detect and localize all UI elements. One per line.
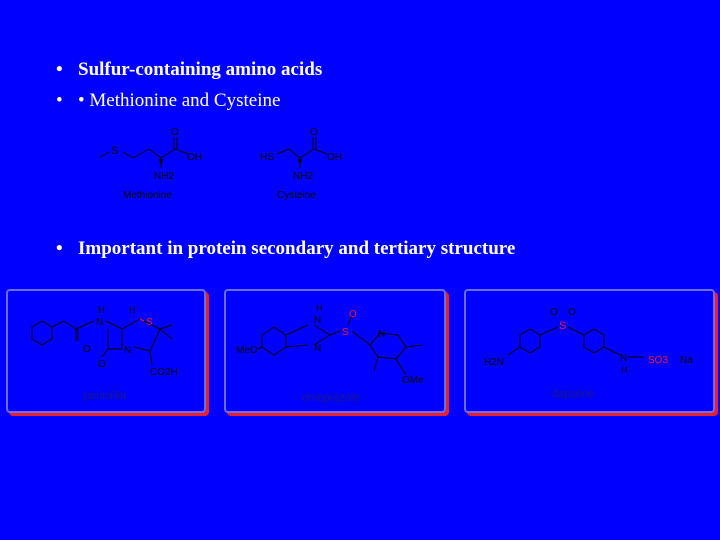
penicillin-o2: O <box>98 359 106 370</box>
methionine-nh2-group: NH2 <box>154 171 175 182</box>
dapsone-h: H <box>621 365 628 375</box>
omeprazole-s-atom: S <box>342 327 349 338</box>
dapsone-label: dapsone <box>552 388 595 400</box>
methionine-label: Methionine <box>123 190 172 201</box>
omeprazole-n1: N <box>314 315 322 326</box>
penicillin-s-atom: S <box>146 317 153 328</box>
bullet-marker: • <box>56 238 63 259</box>
cysteine-oh-group: OH <box>327 152 342 163</box>
bullet-text: Sulfur-containing amino acids <box>78 59 323 80</box>
omeprazole-ome: OMe <box>402 375 424 386</box>
dapsone-s-atom: S <box>559 320 567 332</box>
penicillin-n1: N <box>96 317 104 328</box>
bullet-marker: • <box>56 90 63 111</box>
omeprazole-structure <box>230 297 442 407</box>
penicillin-o1: O <box>83 344 91 355</box>
bullet-marker: • <box>56 59 63 80</box>
penicillin-co2h: CO2H <box>150 367 178 378</box>
dapsone-structure <box>470 297 710 407</box>
dapsone-o2: O <box>568 307 576 318</box>
dapsone-so3: SO3 <box>648 355 669 366</box>
penicillin-structure <box>12 297 202 407</box>
methionine-structure <box>95 122 215 204</box>
cysteine-label: Cysteine <box>277 190 316 201</box>
dapsone-na: Na <box>680 355 693 366</box>
cysteine-structure <box>255 122 365 204</box>
omeprazole-h: H <box>316 303 323 313</box>
cysteine-hs-group: HS <box>260 152 274 163</box>
methionine-oh-group: OH <box>187 152 202 163</box>
bullet-text: • Methionine and Cysteine <box>78 90 281 111</box>
cysteine-o-atom: O <box>310 127 318 138</box>
bullet-methionine-cysteine <box>56 90 280 112</box>
omeprazole-n2: N <box>378 329 386 340</box>
methionine-s-atom: S <box>111 145 119 157</box>
omeprazole-label: omeprazole <box>302 392 360 404</box>
penicillin-n2: N <box>124 345 132 356</box>
dapsone-o1: O <box>550 307 558 318</box>
penicillin-h2: H <box>129 305 136 315</box>
omeprazole-n3: N <box>314 343 322 354</box>
dapsone-n: N <box>620 353 628 364</box>
bullet-text: Important in protein secondary and tertiary structure <box>78 238 516 259</box>
omeprazole-o: O <box>349 309 357 320</box>
dapsone-h2n: H2N <box>484 357 505 368</box>
methionine-o-atom: O <box>171 127 179 138</box>
penicillin-label: penicillin <box>84 390 127 402</box>
bullet-sulfur-amino-acids <box>56 59 322 81</box>
cysteine-nh2-group: NH2 <box>293 171 314 182</box>
omeprazole-meo: MeO <box>236 345 258 356</box>
penicillin-h1: H <box>98 305 105 315</box>
bullet-protein-structure <box>56 238 515 260</box>
